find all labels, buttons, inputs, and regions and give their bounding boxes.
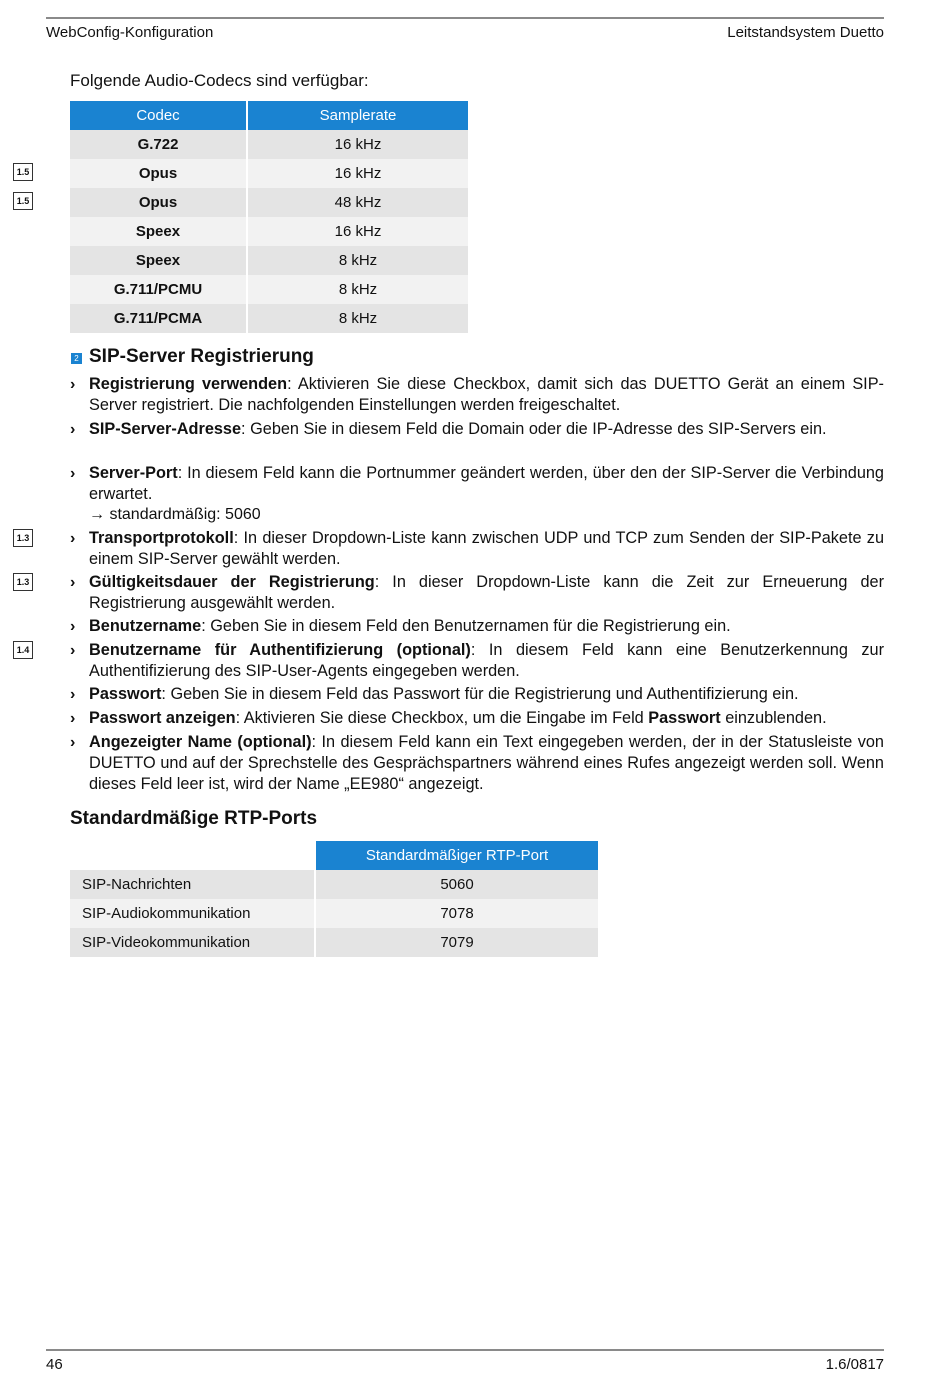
chevron-right-icon: ›	[70, 376, 76, 393]
chevron-right-icon: ›	[70, 618, 76, 635]
chevron-right-icon: ›	[70, 574, 76, 591]
rtp-label-cell: SIP-Videokommunikation	[70, 928, 315, 957]
samplerate-cell: 16 kHz	[247, 130, 468, 159]
default-port-note: → standardmäßig: 5060	[89, 506, 261, 523]
codec-cell: Opus	[70, 188, 247, 217]
samplerate-cell: 8 kHz	[247, 246, 468, 275]
table-row	[70, 188, 468, 217]
table-row	[70, 130, 468, 159]
codec-cell: Opus	[70, 159, 247, 188]
chevron-right-icon: ›	[70, 686, 76, 703]
page-number: 46	[46, 1356, 63, 1373]
list-item: Registrierung verwenden: Aktivieren Sie diese Checkbox, damit sich das DUETTO Gerät an einem SIP-Server registriert. Die nachfolgenden Einstellungen werden freigeschaltet.	[89, 375, 884, 414]
header-left: WebConfig-Konfiguration	[46, 24, 214, 41]
codec-cell: Speex	[70, 246, 247, 275]
table-row	[70, 899, 598, 928]
table-row	[70, 246, 468, 275]
list-item: Server-Port: In diesem Feld kann die Portnummer geändert werden, über den der SIP-Server die Verbindung erwartet.	[89, 464, 884, 503]
version-badge: 1.5	[13, 192, 33, 210]
rtp-port-header: Standardmäßiger RTP-Port	[315, 841, 598, 870]
list-item: Gültigkeitsdauer der Registrierung: In dieser Dropdown-Liste kann die Zeit zur Erneuerung der Registrierung ausgewählt werden.	[89, 573, 884, 612]
samplerate-cell: 16 kHz	[247, 159, 468, 188]
chevron-right-icon: ›	[70, 421, 76, 438]
version-badge: 1.5	[13, 163, 33, 181]
rtp-label-cell: SIP-Nachrichten	[70, 870, 315, 899]
rtp-port-cell: 7078	[315, 899, 598, 928]
chevron-right-icon: ›	[70, 710, 76, 727]
list-item: SIP-Server-Adresse: Geben Sie in diesem Feld die Domain oder die IP-Adresse des SIP-Servers ein.	[89, 420, 827, 438]
chevron-right-icon: ›	[70, 465, 76, 482]
codec-header: Codec	[70, 101, 247, 130]
list-item: Benutzername für Authentifizierung (optional): In diesem Feld kann eine Benutzerkennung zur Authentifizierung des SIP-User-Agents eingegeben werden.	[89, 641, 885, 680]
table-row	[70, 275, 468, 304]
version-badge: 1.3	[13, 573, 33, 591]
rtp-title: Standardmäßige RTP-Ports	[70, 808, 318, 829]
chevron-right-icon: ›	[70, 530, 76, 547]
codec-cell: G.722	[70, 130, 247, 159]
version-badge: 1.4	[13, 641, 33, 659]
samplerate-header: Samplerate	[247, 101, 468, 130]
header-rule	[46, 17, 884, 19]
list-item: Transportprotokoll: In dieser Dropdown-Liste kann zwischen UDP und TCP zum Senden der SIP-Pakete zu einem SIP-Server gewählt werden.	[89, 529, 884, 568]
samplerate-cell: 8 kHz	[247, 304, 468, 333]
rtp-label-cell: SIP-Audiokommunikation	[70, 899, 315, 928]
codec-table	[70, 101, 468, 333]
chevron-right-icon: ›	[70, 642, 76, 659]
samplerate-cell: 8 kHz	[247, 275, 468, 304]
codec-cell: G.711/PCMA	[70, 304, 247, 333]
codec-intro: Folgende Audio-Codecs sind verfügbar:	[70, 71, 369, 90]
rtp-port-cell: 5060	[315, 870, 598, 899]
table-row	[70, 928, 598, 957]
table-row	[70, 304, 468, 333]
list-item: Passwort: Geben Sie in diesem Feld das Passwort für die Registrierung und Authentifizierung ein.	[89, 685, 799, 703]
list-item: Passwort anzeigen: Aktivieren Sie diese Checkbox, um die Eingabe im Feld Passwort einzublenden.	[89, 709, 827, 727]
list-item: Angezeigter Name (optional): In diesem Feld kann ein Text eingegeben werden, der in der Statusleiste von DUETTO und auf der Sprechstelle des Gesprächspartners während eines Rufes angezeigt werden soll. Wenn dieses Feld leer ist, wird der Name „EE980“ angezeigt.	[89, 733, 884, 793]
rtp-port-cell: 7079	[315, 928, 598, 957]
rtp-blank-header	[70, 841, 315, 870]
samplerate-cell: 48 kHz	[247, 188, 468, 217]
document-version: 1.6/0817	[825, 1356, 884, 1373]
samplerate-cell: 16 kHz	[247, 217, 468, 246]
section-title: SIP-Server Registrierung	[89, 346, 314, 367]
header-right: Leitstandsystem Duetto	[727, 24, 884, 41]
version-badge: 1.3	[13, 529, 33, 547]
table-row	[70, 159, 468, 188]
rtp-table	[70, 841, 598, 957]
table-row	[70, 870, 598, 899]
chevron-right-icon: ›	[70, 734, 76, 751]
codec-cell: Speex	[70, 217, 247, 246]
footer-rule	[46, 1349, 884, 1351]
section-marker-icon: 2	[71, 353, 82, 364]
codec-cell: G.711/PCMU	[70, 275, 247, 304]
list-item: Benutzername: Geben Sie in diesem Feld den Benutzernamen für die Registrierung ein.	[89, 617, 731, 635]
table-row	[70, 217, 468, 246]
